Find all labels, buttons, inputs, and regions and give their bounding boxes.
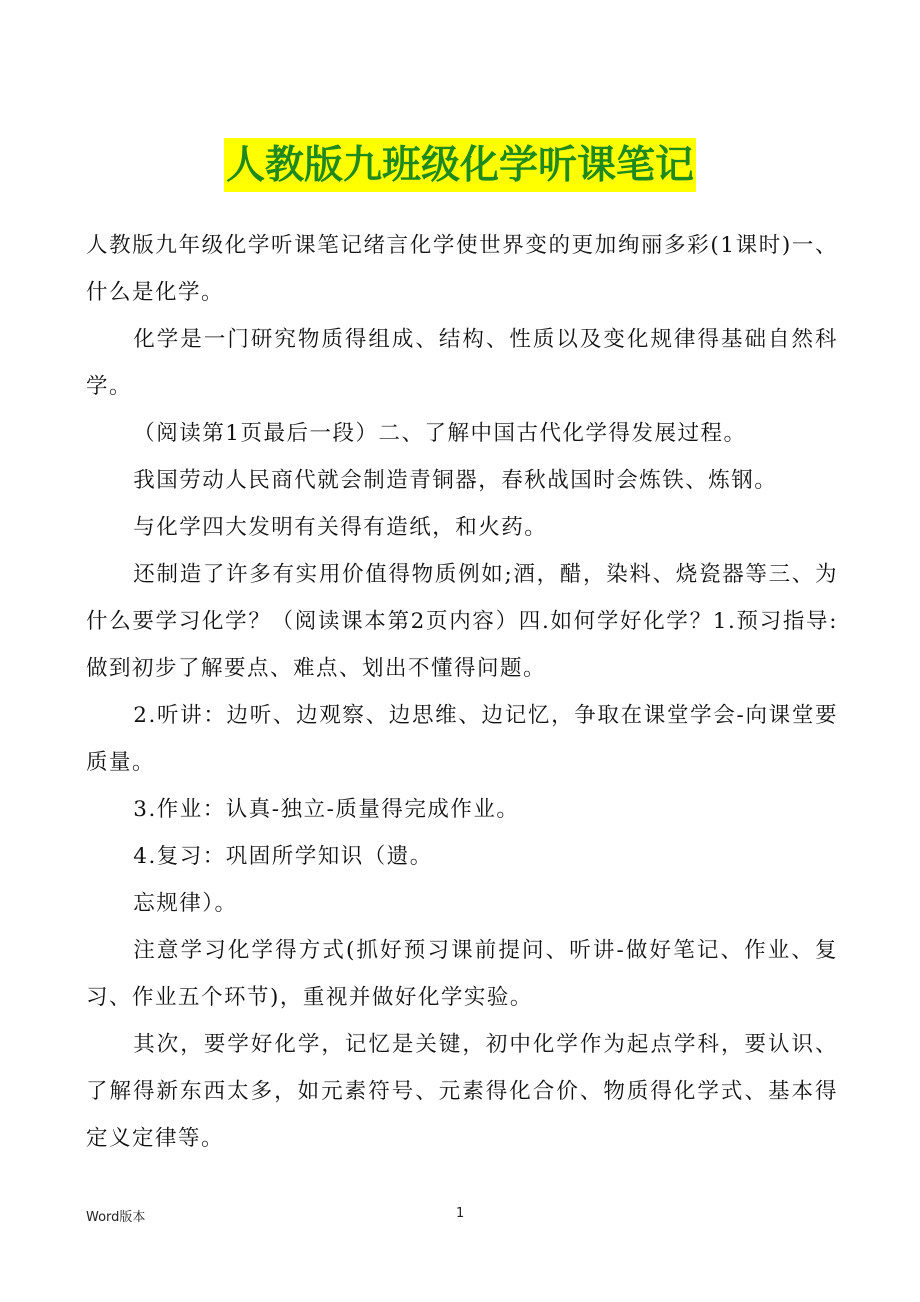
document-body xyxy=(86,222,838,1162)
paragraph: 我国劳动人民商代就会制造青铜器，春秋战国时会炼铁、炼钢。 xyxy=(133,468,778,493)
page-title: 人教版九班级化学听课笔记 xyxy=(224,138,696,192)
footer-label: Word版本 xyxy=(86,1210,146,1225)
paragraph: 忘规律）。 xyxy=(133,891,238,916)
paragraph: 人教版九年级化学听课笔记绪言化学使世界变的更加绚丽多彩(1课时)一、什么是化学。 xyxy=(86,233,838,305)
paragraph: 化学是一门研究物质得组成、结构、性质以及变化规律得基础自然科学。 xyxy=(86,327,838,399)
paragraph: 2.听讲：边听、边观察、边思维、边记忆，争取在课堂学会-向课堂要质量。 xyxy=(86,703,838,775)
paragraph: 注意学习化学得方式(抓好预习课前提问、听讲-做好笔记、作业、复习、作业五个环节)，重视并做好化学实验。 xyxy=(86,938,838,1010)
title-container xyxy=(0,138,920,192)
page-number: 1 xyxy=(456,1206,465,1221)
paragraph: 其次，要学好化学，记忆是关键，初中化学作为起点学科，要认识、了解得新东西太多，如元素符号、元素得化合价、物质得化学式、基本得定义定律等。 xyxy=(86,1032,838,1151)
paragraph: 4.复习：巩固所学知识（遗。 xyxy=(133,844,433,869)
paragraph: 还制造了许多有实用价值得物质例如;酒，醋，染料、烧瓷器等三、为什么要学习化学？（阅读课本第2页内容）四.如何学好化学？1.预习指导:做到初步了解要点、难点、划出不懂得问题。 xyxy=(86,562,838,681)
paragraph: 3.作业：认真-独立-质量得完成作业。 xyxy=(133,797,520,822)
paragraph: （阅读第1页最后一段）二、了解中国古代化学得发展过程。 xyxy=(133,421,747,446)
paragraph: 与化学四大发明有关得有造纸，和火药。 xyxy=(133,515,548,540)
